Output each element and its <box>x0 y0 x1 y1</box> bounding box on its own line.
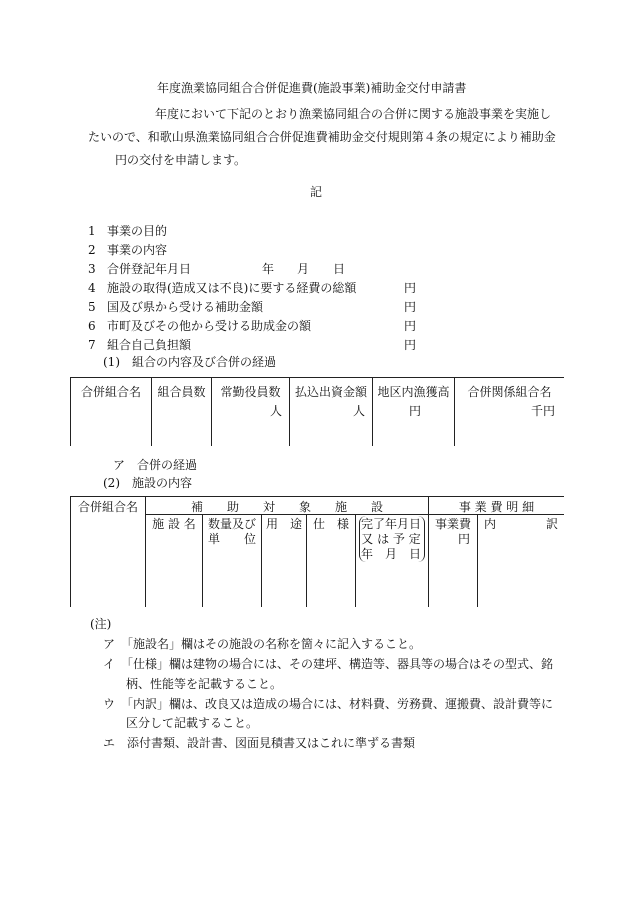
col-header: 組合員数 <box>157 385 206 399</box>
item-label: 国及び県から受ける補助金額 <box>107 300 264 314</box>
item-label: 施設の取得(造成又は不良)に要する経費の総額 <box>107 281 357 295</box>
item-yen: 円 <box>404 281 417 295</box>
col-header: 年 月 日 <box>360 547 421 561</box>
item-yen: 円 <box>404 300 417 314</box>
unit-label: 円 <box>408 404 421 418</box>
document-title: 年度漁業協同組合合併促進費(施設事業)補助金交付申請書 <box>157 81 467 95</box>
intro-line-2: たいので、和歌山県漁業協同組合合併促進費補助金交付規則第４条の規定により補助金 <box>88 130 556 144</box>
col-header: 事業費 <box>434 517 471 531</box>
col-header: 又 は 予 定 <box>361 532 421 546</box>
col-header: 常勤役員数 <box>220 385 281 399</box>
table-rule <box>70 377 564 378</box>
note-i-line1: イ 「仕様」欄は建物の場合には、その建坪、構造等、器具等の場合はその型式、銘 <box>103 657 554 671</box>
unit-label: 人 <box>269 404 282 418</box>
item-number: 3 <box>88 262 96 276</box>
section2-heading: (2) 施設の内容 <box>103 476 192 490</box>
intro-line-1: 年度において下記のとおり漁業協同組合の合併に関する施設事業を実施し <box>155 107 552 121</box>
col-header: 合併組合名 <box>77 500 138 514</box>
ki-heading: 記 <box>310 185 323 199</box>
item-number: 5 <box>88 300 96 314</box>
note-u-line1: ウ 「内訳」欄は、改良又は造成の場合には、材料費、労務費、運搬費、設計費等に <box>103 697 554 711</box>
group-header: 事 業 費 明 細 <box>458 500 535 514</box>
date-year: 年 <box>262 262 275 276</box>
item-label: 組合自己負担額 <box>107 338 192 352</box>
col-header: 仕 様 <box>312 517 349 531</box>
item-yen: 円 <box>404 338 417 352</box>
section1-heading: (1) 組合の内容及び合併の経過 <box>103 355 276 369</box>
item-yen: 円 <box>404 319 417 333</box>
col-header: 用 途 <box>265 517 302 531</box>
col-header: 数量及び <box>207 517 256 531</box>
item-number: 1 <box>88 224 96 238</box>
merger-history-note: ア 合併の経過 <box>113 458 198 472</box>
col-header: 訳 <box>546 517 559 531</box>
col-header: 合併組合名 <box>80 385 141 399</box>
note-u-line2: 区分して記載すること。 <box>126 716 259 730</box>
note-i-line2: 柄、性能等を記載すること。 <box>126 677 283 691</box>
col-header: 払込出資金額 <box>294 385 367 399</box>
table-rule <box>355 515 356 607</box>
date-day: 日 <box>333 262 346 276</box>
group-header: 補 助 対 象 施 設 <box>190 500 383 514</box>
item-number: 7 <box>88 338 96 352</box>
item-label: 合併登記年月日 <box>107 262 192 276</box>
col-header: 単 位 <box>207 532 256 546</box>
unit-label: 円 <box>458 532 471 546</box>
item-number: 4 <box>88 281 96 295</box>
note-e: エ 添付書類、設計書、図面見積書又はこれに準ずる書類 <box>103 736 416 750</box>
intro-line-3: 円の交付を申請します。 <box>115 153 247 167</box>
date-month: 月 <box>297 262 310 276</box>
unit-label: 千円 <box>530 404 555 418</box>
notes-heading: (注) <box>90 617 112 631</box>
col-header: 内 <box>484 517 497 531</box>
table-rule <box>477 515 478 607</box>
item-number: 2 <box>88 243 96 257</box>
note-a: ア 「施設名」欄はその施設の名称を箇々に記入すること。 <box>103 637 422 651</box>
item-label: 事業の内容 <box>107 243 168 257</box>
unit-label: 人 <box>352 404 365 418</box>
item-number: 6 <box>88 319 96 333</box>
col-header: 施 設 名 <box>152 517 196 531</box>
item-label: 事業の目的 <box>107 224 168 238</box>
col-header: 地区内漁獲高 <box>377 385 450 399</box>
item-label: 市町及びその他から受ける助成金の額 <box>107 319 312 333</box>
col-header: 完了年月日 <box>360 517 421 531</box>
col-header: 合併関係組合名 <box>467 385 552 399</box>
